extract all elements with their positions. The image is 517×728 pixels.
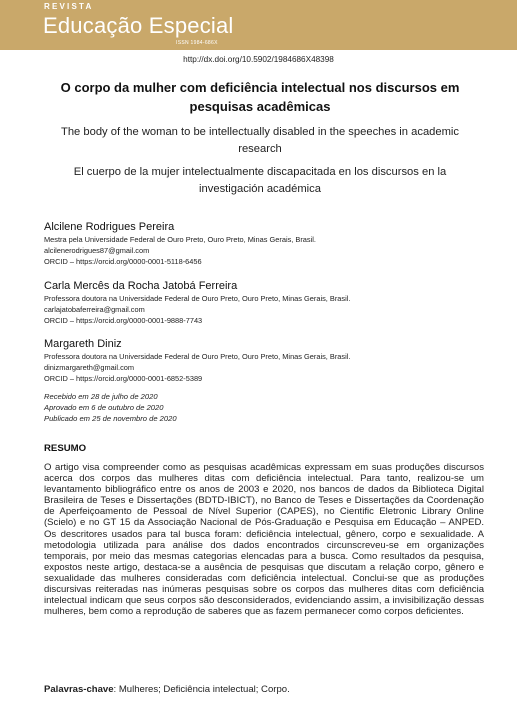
publication-dates <box>44 391 177 424</box>
author-block <box>44 337 484 384</box>
title-english: The body of the woman to be intellectually disabled in the speeches in academic research <box>60 126 460 155</box>
author-affiliation: Professora doutora na Universidade Federal de Ouro Preto, Ouro Preto, Minas Gerais, Brasil. <box>44 294 351 303</box>
date-approved: Aprovado em 6 de outubro de 2020 <box>44 403 164 412</box>
author-name: Carla Mercês da Rocha Jatobá Ferreira <box>44 280 238 292</box>
author-email[interactable]: alcilenerodrigues87@gmail.com <box>44 246 150 255</box>
title-portuguese: O corpo da mulher com deficiência intelectual nos discursos em pesquisas acadêmicas <box>60 80 460 114</box>
author-name: Alcilene Rodrigues Pereira <box>44 221 175 233</box>
journal-name: Educação Especial <box>43 13 234 38</box>
author-affiliation: Professora doutora na Universidade Federal de Ouro Preto, Ouro Preto, Minas Gerais, Brasil. <box>44 352 351 361</box>
author-block <box>44 220 484 267</box>
keywords-label: Palavras-chave <box>44 684 114 695</box>
author-email[interactable]: dinizmargareth@gmail.com <box>44 363 135 372</box>
doi-link[interactable]: http://dx.doi.org/10.5902/1984686X48398 <box>183 55 334 64</box>
author-orcid[interactable]: ORCID – https://orcid.org/0000-0001-5118-6456 <box>44 257 202 266</box>
keywords <box>44 684 484 695</box>
author-orcid[interactable]: ORCID – https://orcid.org/0000-0001-9888-7743 <box>44 316 203 325</box>
abstract-heading: RESUMO <box>44 443 87 454</box>
title-spanish: El cuerpo de la mujer intelectualmente discapacitada en los discursos en la investigación académica <box>73 166 447 195</box>
abstract-text: O artigo visa compreender como as pesquisas acadêmicas expressam em suas produções discursos acerca dos corpos das mulheres ditas com deficiência intelectual. Para tanto, realizou-se um levantamento bibliográfico entre os anos de 2003 e 2020, nos bancos de dados da Biblioteca Digital Brasileira de Teses e Dissertações (BDTD-IBICT), no Banco de Teses e Dissertações da Coordenação de Aperfeiçoamento de Pessoal de Nível Superior (CAPES), no Cientific Eletronic Library Online (Scielo) e no GT 15 da Associação Nacional de Pós-Graduação e Pesquisa em Educação – ANPED. Os descritores usados para tal busca foram: deficiência intelectual, gênero, corpo e sexualidade. A metodologia utilizada para análise dos dados encontrados circunscreveu-se em organizações temporais, por meio das mesmas categorias elencadas para a busca. Como resultados da pesquisa, expostos neste artigo, destaca-se a ausência de pesquisas que discutam a relação corpo, gênero e sexualidade das mulheres consideradas com deficiência intelectual. Conclui-se que as produções discursivas reiteradas nas inúmeras pesquisas sobre os corpos das mulheres ditas com deficiência intelectual indicam que seus corpos são desconsiderados, evidenciando assim, a invisibilização dessas mulheres, bem como a reprodução de saberes que as fazem permanecer como corpos deficientes. <box>44 462 484 618</box>
author-affiliation: Mestra pela Universidade Federal de Ouro Preto, Ouro Preto, Minas Gerais, Brasil. <box>44 235 316 244</box>
journal-banner <box>0 0 517 50</box>
date-received: Recebido em 28 de julho de 2020 <box>44 392 158 401</box>
journal-label: REVISTA <box>44 2 94 11</box>
author-block <box>44 279 484 326</box>
author-email[interactable]: carlajatobaferreira@gmail.com <box>44 305 145 314</box>
keywords-value: : Mulheres; Deficiência intelectual; Corpo. <box>113 684 290 695</box>
author-name: Margareth Diniz <box>44 338 122 350</box>
journal-issn: ISSN 1984-686X <box>176 40 218 46</box>
author-orcid[interactable]: ORCID – https://orcid.org/0000-0001-6852-5389 <box>44 374 203 383</box>
date-published: Publicado em 25 de novembro de 2020 <box>44 414 177 423</box>
